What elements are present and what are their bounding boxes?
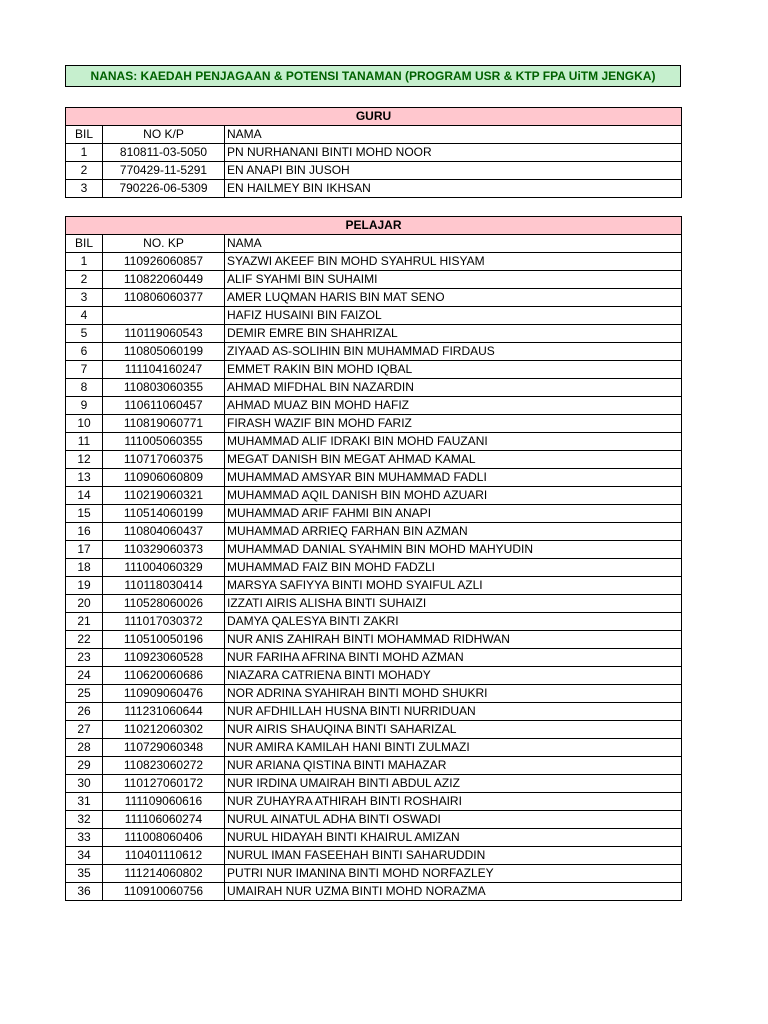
table-row	[66, 397, 682, 415]
row-kp: 110401110612	[103, 847, 225, 865]
row-nama: PN NURHANANI BINTI MOHD NOOR	[225, 144, 682, 162]
row-nama: PUTRI NUR IMANINA BINTI MOHD NORFAZLEY	[225, 865, 682, 883]
row-nama: EN HAILMEY BIN IKHSAN	[225, 180, 682, 198]
row-bil: 23	[66, 649, 103, 667]
row-bil: 18	[66, 559, 103, 577]
row-nama: MUHAMMAD DANIAL SYAHMIN BIN MOHD MAHYUDIN	[225, 541, 682, 559]
row-bil: 2	[66, 271, 103, 289]
guru-heading-row	[66, 108, 682, 126]
pelajar-table	[65, 216, 682, 901]
table-row	[66, 325, 682, 343]
table-row	[66, 451, 682, 469]
table-row	[66, 253, 682, 271]
row-bil: 36	[66, 883, 103, 901]
row-kp: 110118030414	[103, 577, 225, 595]
row-nama: NUR FARIHA AFRINA BINTI MOHD AZMAN	[225, 649, 682, 667]
table-row	[66, 162, 682, 180]
pelajar-heading-row	[66, 217, 682, 235]
row-nama: ZIYAAD AS-SOLIHIN BIN MUHAMMAD FIRDAUS	[225, 343, 682, 361]
table-row	[66, 523, 682, 541]
guru-table	[65, 107, 682, 198]
table-row	[66, 180, 682, 198]
row-kp: 110219060321	[103, 487, 225, 505]
row-kp: 810811-03-5050	[103, 144, 225, 162]
column-header-nama: NAMA	[225, 235, 682, 253]
row-bil: 6	[66, 343, 103, 361]
row-bil: 22	[66, 631, 103, 649]
row-bil: 3	[66, 289, 103, 307]
row-bil: 25	[66, 685, 103, 703]
table-row	[66, 631, 682, 649]
row-nama: ALIF SYAHMI BIN SUHAIMI	[225, 271, 682, 289]
row-nama: NUR ZUHAYRA ATHIRAH BINTI ROSHAIRI	[225, 793, 682, 811]
table-row	[66, 469, 682, 487]
row-kp: 110212060302	[103, 721, 225, 739]
row-nama: MUHAMMAD FAIZ BIN MOHD FADZLI	[225, 559, 682, 577]
row-nama: NURUL IMAN FASEEHAH BINTI SAHARUDDIN	[225, 847, 682, 865]
table-row	[66, 721, 682, 739]
row-nama: NUR ARIANA QISTINA BINTI MAHAZAR	[225, 757, 682, 775]
row-bil: 29	[66, 757, 103, 775]
row-nama: MUHAMMAD ARIF FAHMI BIN ANAPI	[225, 505, 682, 523]
row-kp: 111017030372	[103, 613, 225, 631]
row-kp: 110611060457	[103, 397, 225, 415]
row-bil: 19	[66, 577, 103, 595]
row-kp: 110329060373	[103, 541, 225, 559]
row-kp: 111109060616	[103, 793, 225, 811]
table-row	[66, 739, 682, 757]
row-nama: NUR AIRIS SHAUQINA BINTI SAHARIZAL	[225, 721, 682, 739]
row-nama: NUR AFDHILLAH HUSNA BINTI NURRIDUAN	[225, 703, 682, 721]
row-nama: AHMAD MIFDHAL BIN NAZARDIN	[225, 379, 682, 397]
table-row	[66, 271, 682, 289]
row-nama: NUR AMIRA KAMILAH HANI BINTI ZULMAZI	[225, 739, 682, 757]
row-nama: AHMAD MUAZ BIN MOHD HAFIZ	[225, 397, 682, 415]
table-row	[66, 865, 682, 883]
row-bil: 7	[66, 361, 103, 379]
pelajar-column-header-row	[66, 235, 682, 253]
row-bil: 28	[66, 739, 103, 757]
row-bil: 11	[66, 433, 103, 451]
table-row	[66, 577, 682, 595]
row-bil: 32	[66, 811, 103, 829]
row-kp: 110804060437	[103, 523, 225, 541]
row-bil: 2	[66, 162, 103, 180]
row-nama: EMMET RAKIN BIN MOHD IQBAL	[225, 361, 682, 379]
column-header-kp: NO K/P	[103, 126, 225, 144]
row-kp: 111231060644	[103, 703, 225, 721]
row-kp: 110528060026	[103, 595, 225, 613]
row-kp: 110909060476	[103, 685, 225, 703]
row-kp: 111104160247	[103, 361, 225, 379]
row-kp: 110803060355	[103, 379, 225, 397]
row-nama: DEMIR EMRE BIN SHAHRIZAL	[225, 325, 682, 343]
row-bil: 1	[66, 144, 103, 162]
column-header-nama: NAMA	[225, 126, 682, 144]
table-row	[66, 559, 682, 577]
table-row	[66, 703, 682, 721]
row-kp: 110119060543	[103, 325, 225, 343]
row-bil: 5	[66, 325, 103, 343]
guru-heading: GURU	[66, 108, 682, 126]
table-row	[66, 343, 682, 361]
row-nama: IZZATI AIRIS ALISHA BINTI SUHAIZI	[225, 595, 682, 613]
row-kp	[103, 307, 225, 325]
row-nama: NIAZARA CATRIENA BINTI MOHADY	[225, 667, 682, 685]
row-nama: NURUL AINATUL ADHA BINTI OSWADI	[225, 811, 682, 829]
row-nama: SYAZWI AKEEF BIN MOHD SYAHRUL HISYAM	[225, 253, 682, 271]
row-kp: 770429-11-5291	[103, 162, 225, 180]
row-nama: MUHAMMAD ARRIEQ FARHAN BIN AZMAN	[225, 523, 682, 541]
row-nama: MUHAMMAD AMSYAR BIN MUHAMMAD FADLI	[225, 469, 682, 487]
row-nama: MUHAMMAD AQIL DANISH BIN MOHD AZUARI	[225, 487, 682, 505]
row-nama: MEGAT DANISH BIN MEGAT AHMAD KAMAL	[225, 451, 682, 469]
table-row	[66, 811, 682, 829]
row-kp: 110926060857	[103, 253, 225, 271]
row-bil: 30	[66, 775, 103, 793]
row-kp: 110906060809	[103, 469, 225, 487]
row-nama: MUHAMMAD ALIF IDRAKI BIN MOHD FAUZANI	[225, 433, 682, 451]
row-kp: 110822060449	[103, 271, 225, 289]
table-row	[66, 415, 682, 433]
row-kp: 110510050196	[103, 631, 225, 649]
document-title: NANAS: KAEDAH PENJAGAAN & POTENSI TANAMAN (PROGRAM USR & KTP FPA UiTM JENGKA)	[65, 65, 681, 87]
table-row	[66, 793, 682, 811]
row-kp: 111008060406	[103, 829, 225, 847]
row-bil: 3	[66, 180, 103, 198]
table-row	[66, 685, 682, 703]
table-row	[66, 883, 682, 901]
row-kp: 110910060756	[103, 883, 225, 901]
row-bil: 27	[66, 721, 103, 739]
row-kp: 110806060377	[103, 289, 225, 307]
table-row	[66, 361, 682, 379]
row-nama: DAMYA QALESYA BINTI ZAKRI	[225, 613, 682, 631]
row-nama: NUR IRDINA UMAIRAH BINTI ABDUL AZIZ	[225, 775, 682, 793]
row-bil: 14	[66, 487, 103, 505]
row-kp: 110620060686	[103, 667, 225, 685]
row-bil: 34	[66, 847, 103, 865]
row-bil: 13	[66, 469, 103, 487]
row-kp: 111004060329	[103, 559, 225, 577]
table-row	[66, 649, 682, 667]
row-kp: 110923060528	[103, 649, 225, 667]
row-nama: FIRASH WAZIF BIN MOHD FARIZ	[225, 415, 682, 433]
table-row	[66, 667, 682, 685]
row-kp: 110805060199	[103, 343, 225, 361]
row-bil: 17	[66, 541, 103, 559]
row-kp: 111005060355	[103, 433, 225, 451]
row-kp: 110819060771	[103, 415, 225, 433]
table-row	[66, 829, 682, 847]
row-kp: 790226-06-5309	[103, 180, 225, 198]
row-kp: 111214060802	[103, 865, 225, 883]
table-row	[66, 505, 682, 523]
row-bil: 35	[66, 865, 103, 883]
row-kp: 110514060199	[103, 505, 225, 523]
row-nama: MARSYA SAFIYYA BINTI MOHD SYAIFUL AZLI	[225, 577, 682, 595]
row-kp: 110127060172	[103, 775, 225, 793]
row-bil: 12	[66, 451, 103, 469]
row-bil: 8	[66, 379, 103, 397]
row-bil: 15	[66, 505, 103, 523]
table-row	[66, 775, 682, 793]
table-row	[66, 487, 682, 505]
row-kp: 111106060274	[103, 811, 225, 829]
table-row	[66, 613, 682, 631]
table-row	[66, 595, 682, 613]
row-bil: 4	[66, 307, 103, 325]
guru-column-header-row	[66, 126, 682, 144]
row-bil: 20	[66, 595, 103, 613]
column-header-bil: BIL	[66, 235, 103, 253]
row-nama: NOR ADRINA SYAHIRAH BINTI MOHD SHUKRI	[225, 685, 682, 703]
table-row	[66, 307, 682, 325]
row-bil: 33	[66, 829, 103, 847]
row-bil: 1	[66, 253, 103, 271]
row-bil: 16	[66, 523, 103, 541]
table-row	[66, 379, 682, 397]
table-row	[66, 541, 682, 559]
table-row	[66, 289, 682, 307]
row-nama: EN ANAPI BIN JUSOH	[225, 162, 682, 180]
row-bil: 9	[66, 397, 103, 415]
pelajar-heading: PELAJAR	[66, 217, 682, 235]
row-bil: 31	[66, 793, 103, 811]
row-bil: 26	[66, 703, 103, 721]
row-bil: 24	[66, 667, 103, 685]
row-kp: 110729060348	[103, 739, 225, 757]
row-nama: HAFIZ HUSAINI BIN FAIZOL	[225, 307, 682, 325]
table-row	[66, 433, 682, 451]
row-bil: 21	[66, 613, 103, 631]
row-nama: NURUL HIDAYAH BINTI KHAIRUL AMIZAN	[225, 829, 682, 847]
row-nama: NUR ANIS ZAHIRAH BINTI MOHAMMAD RIDHWAN	[225, 631, 682, 649]
row-nama: UMAIRAH NUR UZMA BINTI MOHD NORAZMA	[225, 883, 682, 901]
row-nama: AMER LUQMAN HARIS BIN MAT SENO	[225, 289, 682, 307]
table-row	[66, 847, 682, 865]
column-header-kp: NO. KP	[103, 235, 225, 253]
table-row	[66, 757, 682, 775]
row-kp: 110823060272	[103, 757, 225, 775]
table-row	[66, 144, 682, 162]
column-header-bil: BIL	[66, 126, 103, 144]
row-bil: 10	[66, 415, 103, 433]
row-kp: 110717060375	[103, 451, 225, 469]
